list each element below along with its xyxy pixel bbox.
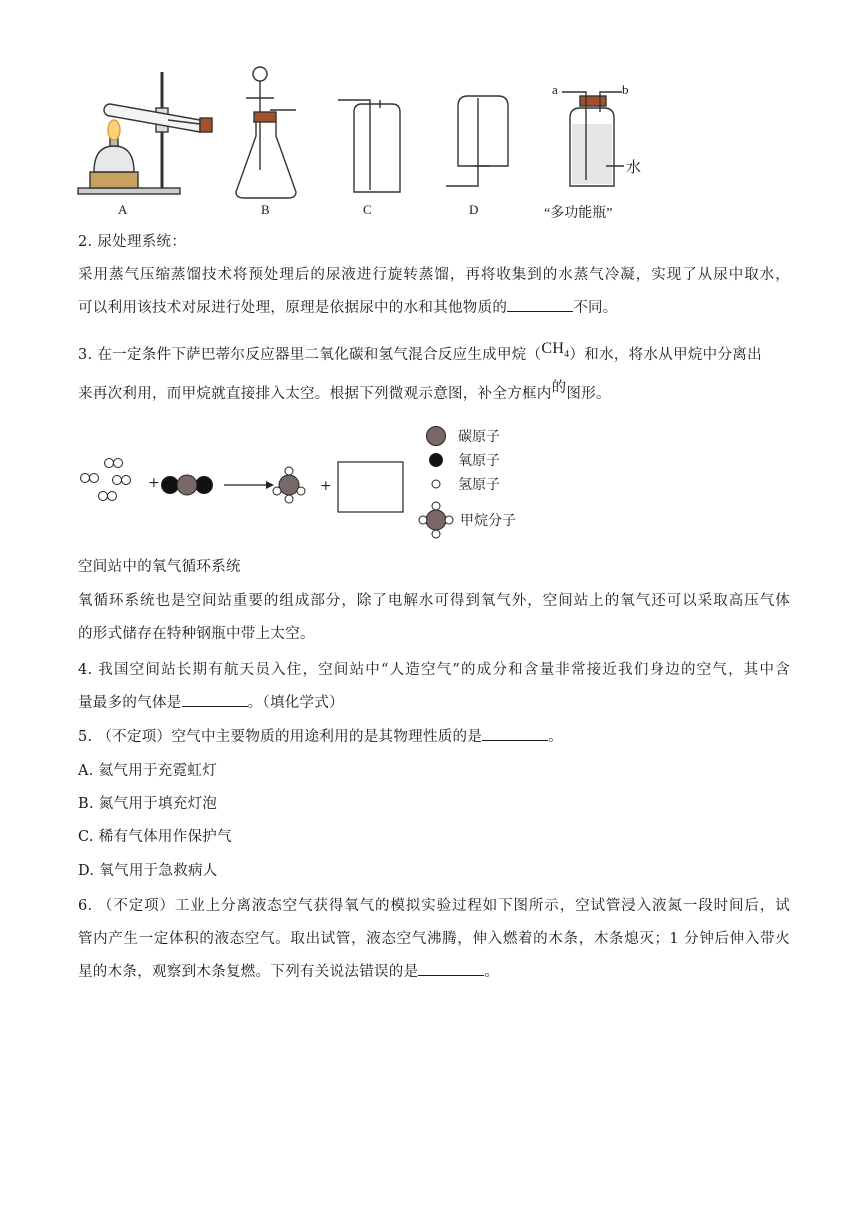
apparatus-label-d: D: [469, 202, 479, 217]
methane-formula: [541, 340, 570, 361]
apparatus-d-drawing: [446, 96, 508, 186]
q2-line2: [78, 292, 790, 325]
q4-line2: [78, 687, 790, 720]
q6-line2: 管内产生一定体积的液态空气。取出试管，液态空气沸腾，伸入燃着的木条，木条熄灭；1 分钟后伸入带火: [78, 931, 790, 947]
q6-line3-pre: 星的木条，观察到木条复燃。下列有关说法错误的是: [78, 964, 419, 980]
q3-line2: [78, 378, 790, 411]
q5-stem: [78, 721, 790, 754]
bottle-port-a: a: [552, 82, 558, 97]
molecular-diagram: [70, 418, 550, 548]
q2-line2-post: 不同。: [573, 300, 618, 316]
q6-line3: [78, 956, 790, 989]
q2-answer-blank[interactable]: [507, 297, 573, 312]
plus-sign-1: +: [148, 475, 160, 491]
apparatus-figure: [70, 62, 670, 222]
q3-line1-post: ）和水，将水从甲烷中分离出: [569, 347, 762, 363]
q5-answer-blank[interactable]: [482, 726, 548, 741]
carbon-dioxide-molecule: [162, 475, 213, 495]
q6-line3-post: 。: [484, 964, 500, 980]
q5-stem-pre: 5. （不定项）空气中主要物质的用途利用的是其物理性质的是: [78, 729, 483, 745]
q2-line1: 采用蒸气压缩蒸馏技术将预处理后的尿液进行旋转蒸馏，再将收集到的水蒸气冷凝，实现了从尿中取水，: [78, 267, 790, 283]
section-line1: 氧循环系统也是空间站重要的组成部分，除了电解水可得到氧气外，空间站上的氧气还可以采取高压气体: [78, 593, 790, 609]
bottle-caption: “多功能瓶”: [544, 206, 613, 221]
q4-line2-post: 。（填化学式）: [247, 695, 344, 711]
methane-formula-ch: CH: [541, 340, 565, 357]
hydrogen-molecules: [81, 459, 131, 501]
apparatus-label-a: A: [118, 202, 128, 217]
apparatus-b-drawing: [236, 67, 296, 198]
legend-symbols: [419, 427, 453, 539]
apparatus-label-b: B: [261, 202, 270, 217]
section-title: 空间站中的氧气循环系统: [78, 559, 241, 575]
q4-answer-blank[interactable]: [182, 692, 248, 707]
apparatus-label-c: C: [363, 202, 372, 217]
q5-option-b[interactable]: B. 氮气用于填充灯泡: [78, 796, 218, 812]
methane-formula-sub: 4: [564, 349, 570, 361]
q5-option-c[interactable]: C. 稀有气体用作保护气: [78, 829, 232, 845]
q3-line2-raised: 的: [551, 380, 567, 396]
q5-option-a[interactable]: A. 氦气用于充霓虹灯: [78, 763, 217, 779]
reaction-arrowhead: [266, 481, 274, 489]
q4-line1: 4. 我国空间站长期有航天员入住，空间站中“人造空气”的成分和含量非常接近我们身边的空气，其中含: [78, 662, 790, 678]
q5-stem-post: 。: [548, 729, 563, 745]
legend-hydrogen: 氢原子: [458, 477, 500, 493]
q3-line2-pre: 来再次利用，而甲烷就直接排入太空。根据下列微观示意图，补全方框内: [78, 386, 552, 402]
apparatus-bottle-drawing: [562, 92, 624, 186]
legend-oxygen: 氧原子: [458, 453, 500, 469]
q2-line2-pre: 可以利用该技术对尿进行处理，原理是依据尿中的水和其他物质的: [78, 300, 508, 316]
q3-line1-pre: 3. 在一定条件下萨巴蒂尔反应器里二氧化碳和氢气混合反应生成甲烷（: [78, 347, 542, 363]
legend-carbon: 碳原子: [458, 429, 500, 445]
bottle-water-label: 水: [626, 160, 642, 176]
plus-sign-2: +: [320, 478, 332, 494]
q3-line2-post: 图形。: [566, 386, 611, 402]
q6-answer-blank[interactable]: [418, 961, 484, 976]
q2-heading: 2. 尿处理系统：: [78, 234, 187, 250]
q6-line1: 6. （不定项）工业上分离液态空气获得氧气的模拟实验过程如下图所示，空试管浸入液氮一段时间后，试: [78, 898, 790, 914]
bottle-port-b: b: [622, 82, 629, 97]
section-line2: 的形式储存在特种钢瓶中带上太空。: [78, 626, 315, 642]
apparatus-a-drawing: [78, 72, 212, 194]
q3-line1: [78, 338, 790, 377]
apparatus-drawing: [70, 62, 670, 222]
apparatus-c-drawing: [338, 100, 400, 192]
q5-option-d[interactable]: D. 氧气用于急救病人: [78, 863, 218, 879]
q4-line2-pre: 量最多的气体是: [78, 695, 182, 711]
answer-box: [338, 462, 403, 512]
legend-methane: 甲烷分子: [460, 513, 516, 529]
methane-product: [273, 467, 305, 503]
